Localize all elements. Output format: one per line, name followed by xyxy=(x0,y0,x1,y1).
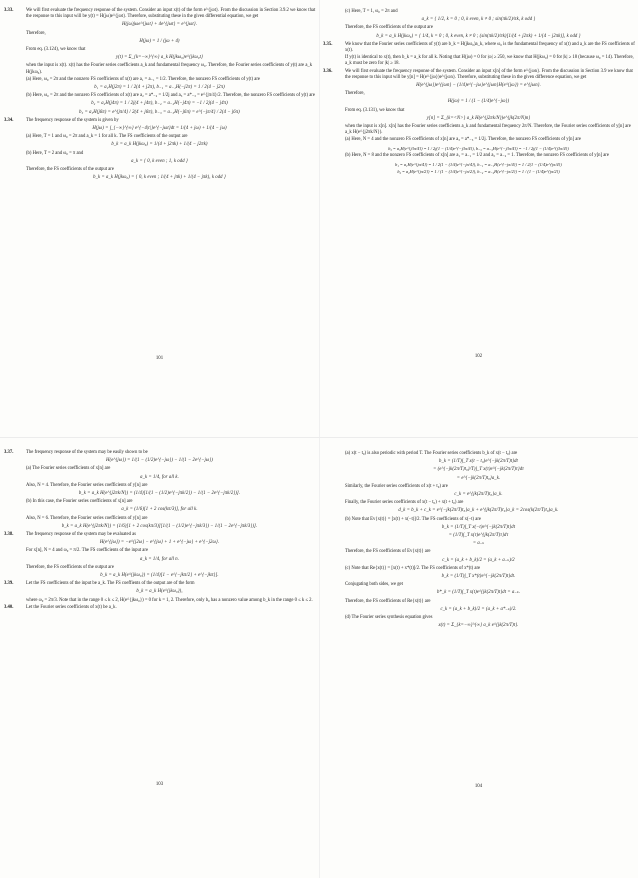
equation: b_k = (1/T)∫_T x(−t)e^{−jk(2π/T)t}dt xyxy=(441,524,516,530)
equation: b_k = a_k H(jkω₀) = { 1/4, k = 0 ; 0, k even, k ≠ 0 ; (sin(πk/2)/πk)[1/(4 + j2πk) + 1/(4 − j2πk)], k odd } xyxy=(376,33,581,39)
text-paragraph: Therefore, the FS coefficients of Ev{x(t)} are xyxy=(345,549,431,555)
problem-number: 3.40. xyxy=(4,604,14,610)
equation: c_k = e^{jk(2π/T)t₀}a_k. xyxy=(454,492,503,498)
equation: = e^{−jk(2π/T)t₀}a_k. xyxy=(456,475,501,481)
problem-paragraph xyxy=(2,118,317,124)
text-paragraph: For x[n], N = 4 and ω₀ = π/2. The FS coefficients of the input are xyxy=(26,548,149,554)
text-paragraph: Conjugating both sides, we get xyxy=(345,582,403,588)
row-divider xyxy=(0,437,638,438)
page-content xyxy=(321,8,636,177)
equation: a_k = { 1/2, k = 0 ; 0, k even, k ≠ 0 ; sin(πk/2)/πk, k odd } xyxy=(421,17,536,23)
problem-paragraph xyxy=(2,532,317,538)
equation: b_k = (1/T)∫_T x(t − t₀)e^{−jk(2π/T)t}dt xyxy=(439,459,518,465)
equation: H(e^{jω}) = 1/(1 − (1/2)e^{−jω}) − 1/(1 − 2e^{−jω}) xyxy=(106,458,213,464)
text-paragraph: Therefore, the FS coefficients of the output are xyxy=(26,167,114,173)
equation: a_k = 1/4, for all n. xyxy=(140,556,179,562)
page-102 xyxy=(321,0,636,435)
text-paragraph: Therefore, xyxy=(345,91,365,97)
problem-number: 3.33. xyxy=(4,8,14,13)
equation: H(jω) = ∫_{−∞}^{∞} e^{−4|t|}e^{−jωt}dt = 1/(4 + jω) + 1/(4 − jω) xyxy=(92,126,227,132)
page-number: 103 xyxy=(155,782,164,787)
equation: y(t) = Σ_{k=−∞}^{∞} a_k H(jkω₀)e^{jkω₀t} xyxy=(115,55,204,61)
problem-number: 3.39. xyxy=(4,581,14,587)
text-paragraph: (c) Note that Re{x(t)} = [x(t) + x*(t)]/2. The FS coefficients of x*(t) are xyxy=(345,565,481,571)
text-paragraph: Finally, the Fourier series coefficients of x(t − t₀) + x(t + t₀) are xyxy=(345,500,464,506)
equation: b₃ = a₃H(e^{j3π/4}) = 1 / 2j(1 − (1/4)e^{−j3π/4}), b₋₃ = a₋₃H(e^{−j3π/4}) = −1 / 2j(1 − (1/4)e^{j3π/4}) xyxy=(388,145,569,151)
problem-text: The frequency response of the system is given by xyxy=(26,117,119,123)
text-paragraph: (a) x(t − t₀) is also periodic with period T. The Fourier series coefficients b_k of x(t − t₀) are xyxy=(345,451,518,456)
equation: c_k = (a_k + b_k)/2 = (a_k + a₋ₖ)/2 xyxy=(442,557,515,563)
equation: H(jω) = 1 / (1 − (1/4)e^{−jω}) xyxy=(447,99,510,105)
equation: a_k = { 0, k even ; 1, k odd } xyxy=(131,158,188,164)
text-paragraph: (b) Here, ω₀ = 2π and the nonzero FS coefficients of x(t) are a₂ = a*₋₂ = 1/2j and a₃ = a*₋₃ = e^{jπ/4}/2. Therefore, the nonzero FS coefficients of y(t) are xyxy=(26,93,315,99)
text-paragraph: (a) The Fourier series coefficients of x[n] are xyxy=(26,466,111,472)
equation: b_k = (1/T)∫_T x*(t)e^{−jk(2π/T)t}dt. xyxy=(441,574,516,580)
text-paragraph: From eq. (3.131), we know that xyxy=(345,107,405,113)
text-paragraph: when the input is x[n]. x[n] has the Fourier series coefficients a_k and fundamental frequency 2π/N. Therefore, the Fourier series coefficients of y[n] are a_k H(e^{j2πk/N}). xyxy=(345,124,631,136)
equation: c_k = (a_k + b_k)/2 = (a_k + a*₋ₖ)/2. xyxy=(440,606,517,612)
equation: = (1/T)∫_T x(τ)e^{jk(2π/T)τ}dτ xyxy=(448,533,509,539)
problem-text: The frequency response of the system may be evaluated as xyxy=(26,532,136,538)
problem-text: We will first evaluate the frequency response of the system. Consider an input x(t) of the form e^{jωt}. From the discussion in Section 3.9.2 we know that the response to this input will be y(t) = H(jω)e^{jωt}. Therefore, substituting these in the given differential equation, we get xyxy=(26,8,316,20)
equation: b₂ = a₂H(j4π) = 1 / 2j(4 + j4π), b₋₂ = a₋₂H(−j4π) = −1 / 2j(4 − j4π) xyxy=(91,101,228,107)
text-paragraph: (b) In this case, the Fourier series coefficients of x[n] are xyxy=(26,499,133,505)
problem-number: 3.35. xyxy=(323,41,333,47)
text-paragraph: Therefore, the FS coefficients of Re{x(t)} are xyxy=(345,598,431,604)
text-paragraph: (a) Here, N = 4 and the nonzero FS coefficients of x[n] are a₃ = a*₋₃ = 1/2j. Therefore, the nonzero FS coefficients of y[n] are xyxy=(345,137,581,143)
equation: = (e^{−jk(2π/T)t₀}/T)∫_T x(τ)e^{−jk(2π/T)τ}dτ xyxy=(433,467,524,473)
text-paragraph: Therefore, the FS coefficients of the output are xyxy=(345,25,433,31)
text-paragraph: (b) Here, T = 2 and ω₀ = π and xyxy=(26,150,84,156)
problem-number: 3.36. xyxy=(323,68,333,74)
problem-paragraph xyxy=(2,8,317,20)
problem-number: 3.37. xyxy=(4,450,14,455)
text-paragraph: (d) The Fourier series synthesis equation gives xyxy=(345,615,433,621)
problem-text: Let the FS coefficients of the input be a_k. The FS coeffients of the output are of the form xyxy=(26,581,195,587)
page-103 xyxy=(2,440,317,875)
text-paragraph: Therefore, xyxy=(26,30,46,36)
text-paragraph: (c) Here, T = 1, ω₀ = 2π and xyxy=(345,9,398,14)
equation: b_k = a_k H(e^{jkω₀}), xyxy=(136,589,183,595)
page-number: 102 xyxy=(474,354,483,359)
problem-text: The frequency response of the system may be easily shown to be xyxy=(26,450,148,455)
problem-paragraph xyxy=(321,42,636,54)
page-content xyxy=(2,450,317,612)
problem-paragraph xyxy=(2,581,317,587)
page-101 xyxy=(2,0,317,435)
equation: H(jω) = 1 / (jω + 4) xyxy=(139,38,180,44)
problem-paragraph xyxy=(321,69,636,81)
equation: b₂ = a₂H(e^{jπ/2}) = 1 / (1 − (1/4)e^{−jπ/2}), b₋₂ = a₋₂H(e^{−jπ/2}) = 1 / (1 − (1/4)e^{jπ/2}) xyxy=(397,169,560,175)
equation: b_k = a_k H(e^{jkω₀}) = (1/4)[1 − e^{−jkπ/2} + e^{−jkπ}]. xyxy=(100,573,219,579)
text-paragraph: If y(t) is identical to x(t), then b_k = a_k for all k. Noting that H(jω) = 0 for |ω| ≥ 250, we know that H(jkω₀) = 0 for |k| ≥ 18 (because ω₀ = 14). Therefore, a_k must be zero for |k| ≥ 18. xyxy=(345,55,634,67)
equation: b_k = a_k H(e^{j2πk/N}) = (1/4)[1/(1 − (1/2)e^{−jπk/2}) − 1/(1 − 2e^{−jπk/2})]. xyxy=(78,491,241,497)
page-content xyxy=(321,450,636,631)
page-number: 104 xyxy=(474,784,483,789)
equation: x(t) = Σ_{k=−∞}^{∞} a_k e^{jk(2π/T)t}. xyxy=(438,623,519,629)
equation: b*_k = (1/T)∫_T x(t)e^{jk(2π/T)t}dt = a₋ₖ. xyxy=(436,590,521,596)
page-104 xyxy=(321,440,636,875)
equation: H(e^{jω}) = −e^{j2ω} − e^{jω} + 1 + e^{−jω} + e^{−j2ω}. xyxy=(99,540,220,546)
problem-number: 3.38. xyxy=(4,532,14,538)
text-paragraph: (b) Note that Ev{x(t)} = [x(t) + x(−t)]/2. The FS coefficients of x(−t) are xyxy=(345,516,481,522)
equation: = a₋ₖ xyxy=(472,541,485,547)
problem-number: 3.34. xyxy=(4,117,14,123)
equation: H(e^{jω})e^{jωn} − (1/4)e^{−jω}e^{jωn}H(e^{jω}) = e^{jωn}. xyxy=(416,83,541,89)
equation: b₁ = a₁H(j2π) = 1 / 2(4 + j2π), b₋₁ = a₋₁H(−j2π) = 1 / 2(4 − j2π) xyxy=(94,85,225,91)
text-paragraph: (b) Here, N = 8 and the nonzero FS coefficients of x[n] are a₁ = a₋₁ = 1/2 and a₂ = a₋₂ = 1. Therefore, the nonzero FS coefficients of y[n] are xyxy=(345,153,609,159)
equation: b_k = a_k H(jkω₀) = { 0, k even ; 1/(4 + jπk) + 1/(4 − jπk), k odd } xyxy=(93,175,226,181)
page-content xyxy=(2,8,317,183)
problem-text: Let the Fourier series coefficients of x(t) be a_k. xyxy=(26,604,117,610)
equation: a_k = 1/4, for all k. xyxy=(140,474,179,480)
equation: y[n] = Σ_{k=<N>} a_k H(e^{j2πk/N})e^{jk(2π/N)n} xyxy=(426,115,531,121)
text-paragraph: From eq. (3.124), we know that xyxy=(26,47,86,53)
equation: d_k = b_k + c_k = e^{−jk(2π/T)t₀}a_k + e^{jk(2π/T)t₀}a_k = 2cos(k(2π/T)t₀)a_k. xyxy=(398,508,559,514)
page-number: 101 xyxy=(155,356,164,361)
center-gutter xyxy=(319,0,320,878)
text-paragraph: Therefore, the FS coefficients of the output are xyxy=(26,564,114,570)
equation: a_k = (1/6)[1 + 2 cos(kπ/3)], for all k. xyxy=(121,507,198,513)
text-paragraph: when the input is x(t). x(t) has the Fourier series coefficients a_k and fundamental frequency ω₀. Therefore, the Fourier series coefficients of y(t) are a_k H(jkω₀). xyxy=(26,63,313,75)
text-paragraph: Similarly, the Fourier series coefficients of x(t + t₀) are xyxy=(345,483,448,489)
text-paragraph: Also, N = 4. Therefore, the Fourier series coefficients of y[n] are xyxy=(26,482,148,488)
text-paragraph: where ω₀ = 2π/3. Note that in the range 0 ≤ k ≤ 2, H(e^{jkω₀}) = 0 for k = 1, 2. Therefore, only b₀ has a nonzero value among b_k in the range 0 ≤ k ≤ 2. xyxy=(26,597,313,603)
text-paragraph: Also, N = 6. Therefore, the Fourier series coefficients of y[n] are xyxy=(26,515,148,521)
equation: b₁ = a₁H(e^{jπ/4}) = 1 / 2(1 − (1/4)e^{−jπ/4}), b₋₁ = a₋₁H(e^{−jπ/4}) = 1 / 2(1 − (1/4)e^{jπ/4}) xyxy=(395,161,562,167)
problem-text: We know that the Fourier series coefficients of y(t) are b_k = H(jkω₀)a_k, where ω₀ is the fundamental frequency of x(t) and a_k are the FS coefficients of x(t). xyxy=(345,41,635,54)
equation: b₃ = a₃H(j6π) = e^{jπ/4} / 2(4 + j6π), b₋₃ = a₋₃H(−j6π) = e^{−jπ/4} / 2(4 − j6π) xyxy=(79,109,240,115)
equation: H(jω)jωe^{jωt} + 4e^{jωt} = e^{jωt}. xyxy=(121,22,198,28)
problem-text: We will first evaluate the frequency response of the system. Consider an input x[n] of the form e^{jωn}. From the discussion in Section 3.9 we know that the response to this input will be y[n] = H(e^{jω})e^{jωn}. Therefore, substituting these in the given difference equation, we get xyxy=(345,68,633,80)
text-paragraph: (a) Here, ω₀ = 2π and the nonzero FS coefficients of x(t) are a₁ = a₋₁ = 1/2. Therefore, the nonzero FS coefficients of y(t) are xyxy=(26,76,260,82)
equation: b_k = a_k H(jkω₀) = 1/(4 + j2πk) + 1/(4 − j2πk) xyxy=(111,142,208,148)
problem-paragraph xyxy=(2,450,317,456)
equation: b_k = a_k H(e^{j2πk/N}) = (1/6)[1 + 2 cos(kπ/3)][1/(1 − (1/2)e^{−jπk/3}) − 1/(1 − 2e^{−jπk/3})]. xyxy=(61,523,258,529)
problem-paragraph xyxy=(2,605,317,611)
text-paragraph: (a) Here, T = 1 and ω₀ = 2π and a_k = 1 for all k. The FS coefficients of the output are xyxy=(26,134,188,140)
